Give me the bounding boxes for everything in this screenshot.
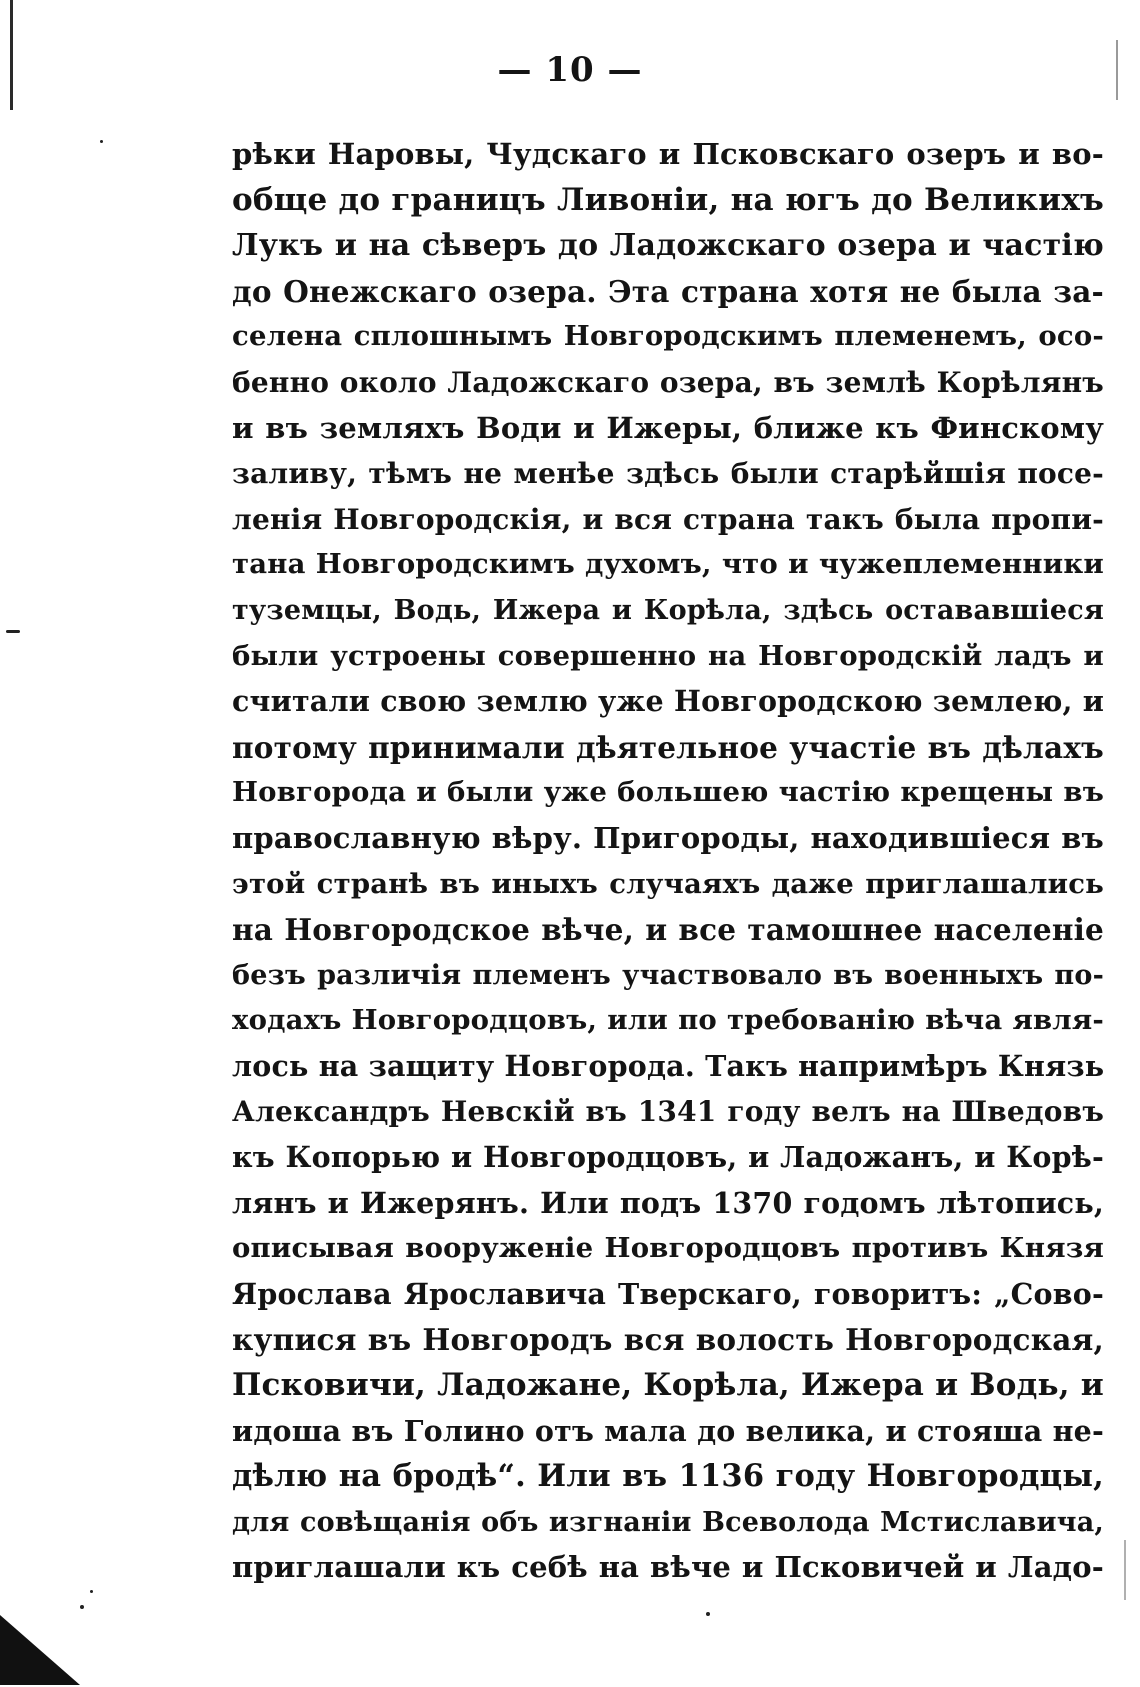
text-line: дѣлю на бродѣ“. Или въ 1136 году Новгородцы, <box>232 1458 1104 1495</box>
text-line: приглашали къ себѣ на вѣче и Псковичей и Ладо- <box>232 1550 1104 1585</box>
text-line: Александръ Невскій въ 1341 году велъ на Шведовъ <box>232 1095 1104 1129</box>
ink-speck <box>100 140 103 143</box>
text-line: ходахъ Новгородцовъ, или по требованію вѣча явля- <box>232 1004 1104 1037</box>
text-line: описывая вооруженіе Новгородцовъ противъ Князя <box>232 1232 1104 1265</box>
text-line: селена сплошнымъ Новгородскимъ племенемъ, осо- <box>232 320 1104 353</box>
page-number: — 10 — <box>497 50 643 90</box>
text-line: считали свою землю уже Новгородскою землею, и <box>232 684 1104 719</box>
text-line: потому принимали дѣятельное участіе въ дѣлахъ <box>232 729 1104 765</box>
text-line: Новгорода и были уже большею частію крещены въ <box>232 776 1104 809</box>
body-text <box>232 132 1104 1591</box>
text-line: тана Новгородскимъ духомъ, что и чужеплеменники <box>232 548 1104 581</box>
ink-speck <box>80 1605 84 1609</box>
text-line: православную вѣру. Пригороды, находившіеся въ <box>232 820 1104 855</box>
scan-edge-mark <box>1124 1540 1126 1600</box>
ink-speck <box>90 1590 93 1593</box>
text-line: Ярослава Ярославича Тверскаго, говоритъ: „Сово- <box>232 1276 1104 1311</box>
text-line: Псковичи, Ладожане, Корѣла, Ижера и Водь, и <box>232 1367 1104 1404</box>
text-line: лось на защиту Новгорода. Такъ напримѣръ Князь <box>232 1048 1104 1083</box>
text-line: бенно около Ладожскаго озера, въ землѣ Корѣлянъ <box>232 365 1104 399</box>
text-line: лянъ и Ижерянъ. Или подъ 1370 годомъ лѣтопись, <box>232 1185 1104 1220</box>
text-line: туземцы, Водь, Ижера и Корѣла, здѣсь остававшіеся <box>232 594 1104 626</box>
text-line: и въ земляхъ Води и Ижеры, ближе къ Финскому <box>232 410 1104 445</box>
text-line: ленія Новгородскія, и вся страна такъ была пропи- <box>232 502 1104 536</box>
text-line: идоша въ Голино отъ мала до велика, и стояша не- <box>232 1413 1104 1448</box>
text-line: были устроены совершенно на Новгородскій ладъ и <box>232 639 1104 672</box>
scan-corner-shadow <box>0 1615 80 1685</box>
text-line: этой странѣ въ иныхъ случаяхъ даже приглашались <box>232 867 1104 900</box>
text-line: обще до границъ Ливоніи, на югъ до Великихъ <box>232 181 1104 218</box>
text-line: заливу, тѣмъ не менѣе здѣсь были старѣйшія посе- <box>232 457 1104 491</box>
text-line: Лукъ и на сѣверъ до Ладожскаго озера и частію <box>232 228 1104 264</box>
text-line: купися въ Новгородъ вся волость Новгородская, <box>232 1322 1104 1358</box>
text-line: безъ различія племенъ участвовало въ военныхъ по- <box>232 959 1104 991</box>
text-line: на Новгородское вѣче, и все тамошнее населеніе <box>232 912 1104 948</box>
ink-speck <box>6 630 20 633</box>
text-line: рѣки Наровы, Чудскаго и Псковскаго озеръ и во- <box>232 137 1104 171</box>
ink-speck <box>706 1612 710 1616</box>
text-line: къ Копорью и Новгородцовъ, и Ладожанъ, и Корѣ- <box>232 1140 1104 1175</box>
text-line: до Онежскаго озера. Эта страна хотя не была за- <box>232 273 1104 309</box>
text-line: для совѣщанія объ изгнаніи Всеволода Мстиславича, <box>232 1506 1104 1538</box>
